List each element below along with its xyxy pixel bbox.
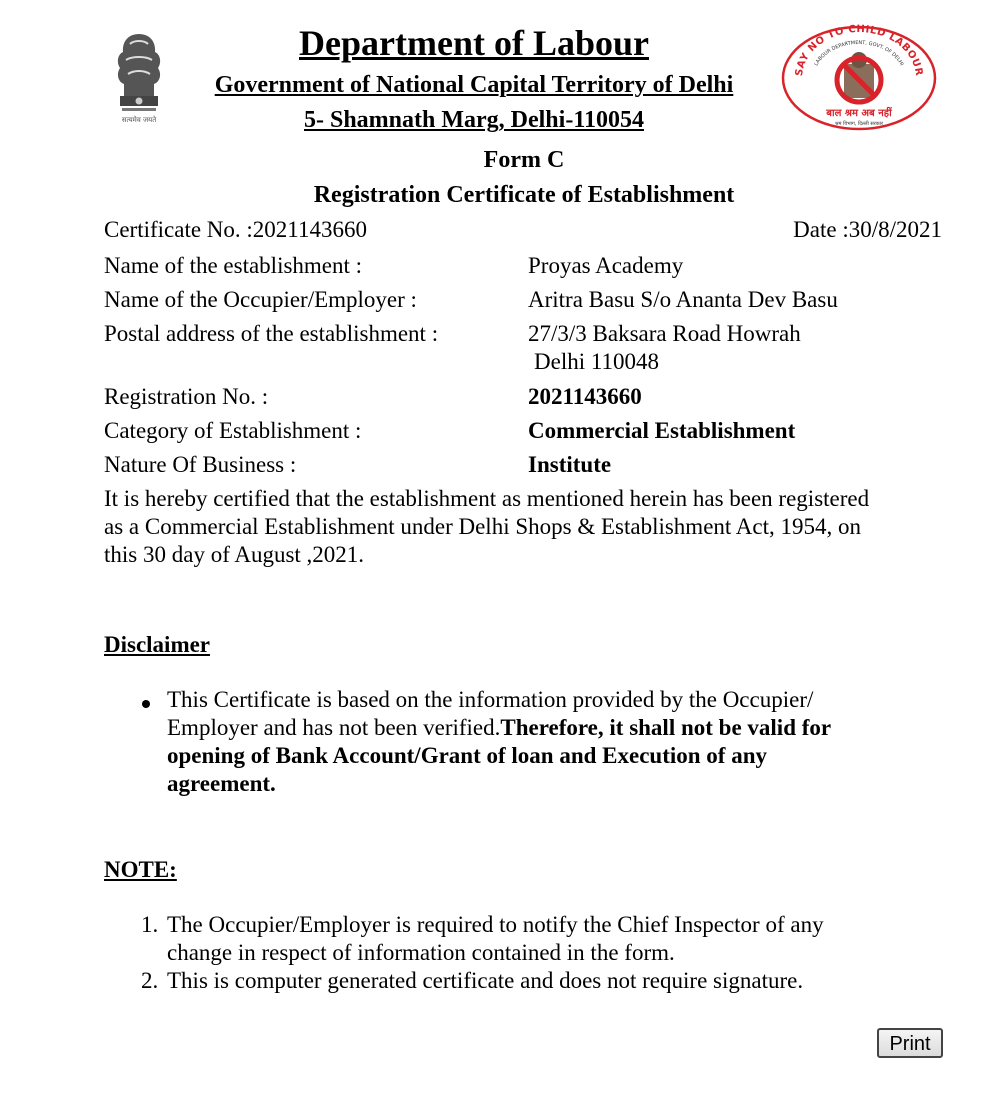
certification-line: It is hereby certified that the establishment as mentioned herein has been registered bbox=[104, 486, 870, 511]
note-item-2: This is computer generated certificate and does not require signature. bbox=[167, 968, 804, 993]
nature-value: Institute bbox=[528, 452, 612, 477]
disclaimer-plain-text: Employer and has not been verified. bbox=[167, 715, 501, 740]
note-line: The Occupier/Employer is required to notify the Chief Inspector of any bbox=[167, 912, 824, 937]
note-number-1: 1. bbox=[141, 912, 159, 937]
note-heading: NOTE: bbox=[104, 857, 177, 882]
logo-bottom-text-2: श्रम विभाग, दिल्ली सरकार bbox=[834, 121, 884, 127]
address-heading: 5- Shamnath Marg, Delhi-110054 bbox=[303, 107, 644, 133]
postal-address-line2: Delhi 110048 bbox=[534, 349, 659, 374]
certification-paragraph bbox=[104, 485, 954, 569]
disclaimer-line bbox=[167, 714, 927, 742]
disclaimer-bold-text: Therefore, it shall not be valid for bbox=[500, 715, 832, 740]
print-button[interactable]: Print bbox=[877, 1028, 943, 1058]
occupier-value: Aritra Basu S/o Ananta Dev Basu bbox=[528, 287, 838, 312]
note-line: change in respect of information contained in the form. bbox=[167, 940, 675, 965]
category-value: Commercial Establishment bbox=[528, 418, 796, 443]
disclaimer-line: This Certificate is based on the information provided by the Occupier/ bbox=[167, 687, 814, 712]
postal-address-line1: 27/3/3 Baksara Road Howrah bbox=[528, 321, 801, 346]
certification-line: as a Commercial Establishment under Delhi Shops & Establishment Act, 1954, on bbox=[104, 514, 861, 539]
logo-bottom-text: बाल श्रम अब नहीं bbox=[826, 108, 892, 119]
note-number-2: 2. bbox=[141, 968, 159, 993]
nature-label: Nature Of Business : bbox=[104, 452, 297, 477]
certificate-number: Certificate No. :2021143660 bbox=[104, 217, 367, 242]
registration-value: 2021143660 bbox=[528, 384, 642, 409]
establishment-value: Proyas Academy bbox=[528, 253, 684, 278]
department-heading: Department of Labour bbox=[299, 23, 649, 63]
establishment-label: Name of the establishment : bbox=[104, 253, 363, 278]
disclaimer-line: agreement. bbox=[167, 771, 276, 796]
occupier-label: Name of the Occupier/Employer : bbox=[104, 287, 417, 312]
emblem-caption: सत्यमेव जयते bbox=[121, 116, 157, 124]
category-label: Category of Establishment : bbox=[104, 418, 362, 443]
government-heading: Government of National Capital Territory of Delhi bbox=[214, 72, 734, 98]
say-no-to-child-labour-logo bbox=[780, 24, 938, 132]
postal-address-label: Postal address of the establishment : bbox=[104, 321, 439, 346]
disclaimer-heading: Disclaimer bbox=[104, 632, 211, 657]
disclaimer-line: opening of Bank Account/Grant of loan and Execution of any bbox=[167, 743, 768, 768]
logo-sub-text: LABOUR DEPARTMENT, GOVT. OF DELHI bbox=[813, 39, 905, 67]
note-item-1 bbox=[167, 911, 927, 967]
registration-label: Registration No. : bbox=[104, 384, 269, 409]
certificate-date: Date :30/8/2021 bbox=[793, 217, 942, 242]
form-title: Form C bbox=[483, 147, 565, 173]
certificate-title: Registration Certificate of Establishment bbox=[313, 182, 735, 208]
logo-top-text: SAY NO TO CHILD LABOUR bbox=[793, 24, 925, 77]
bullet-icon bbox=[142, 700, 150, 708]
disclaimer-text bbox=[167, 686, 927, 798]
certification-line: this 30 day of August ,2021. bbox=[104, 542, 365, 567]
